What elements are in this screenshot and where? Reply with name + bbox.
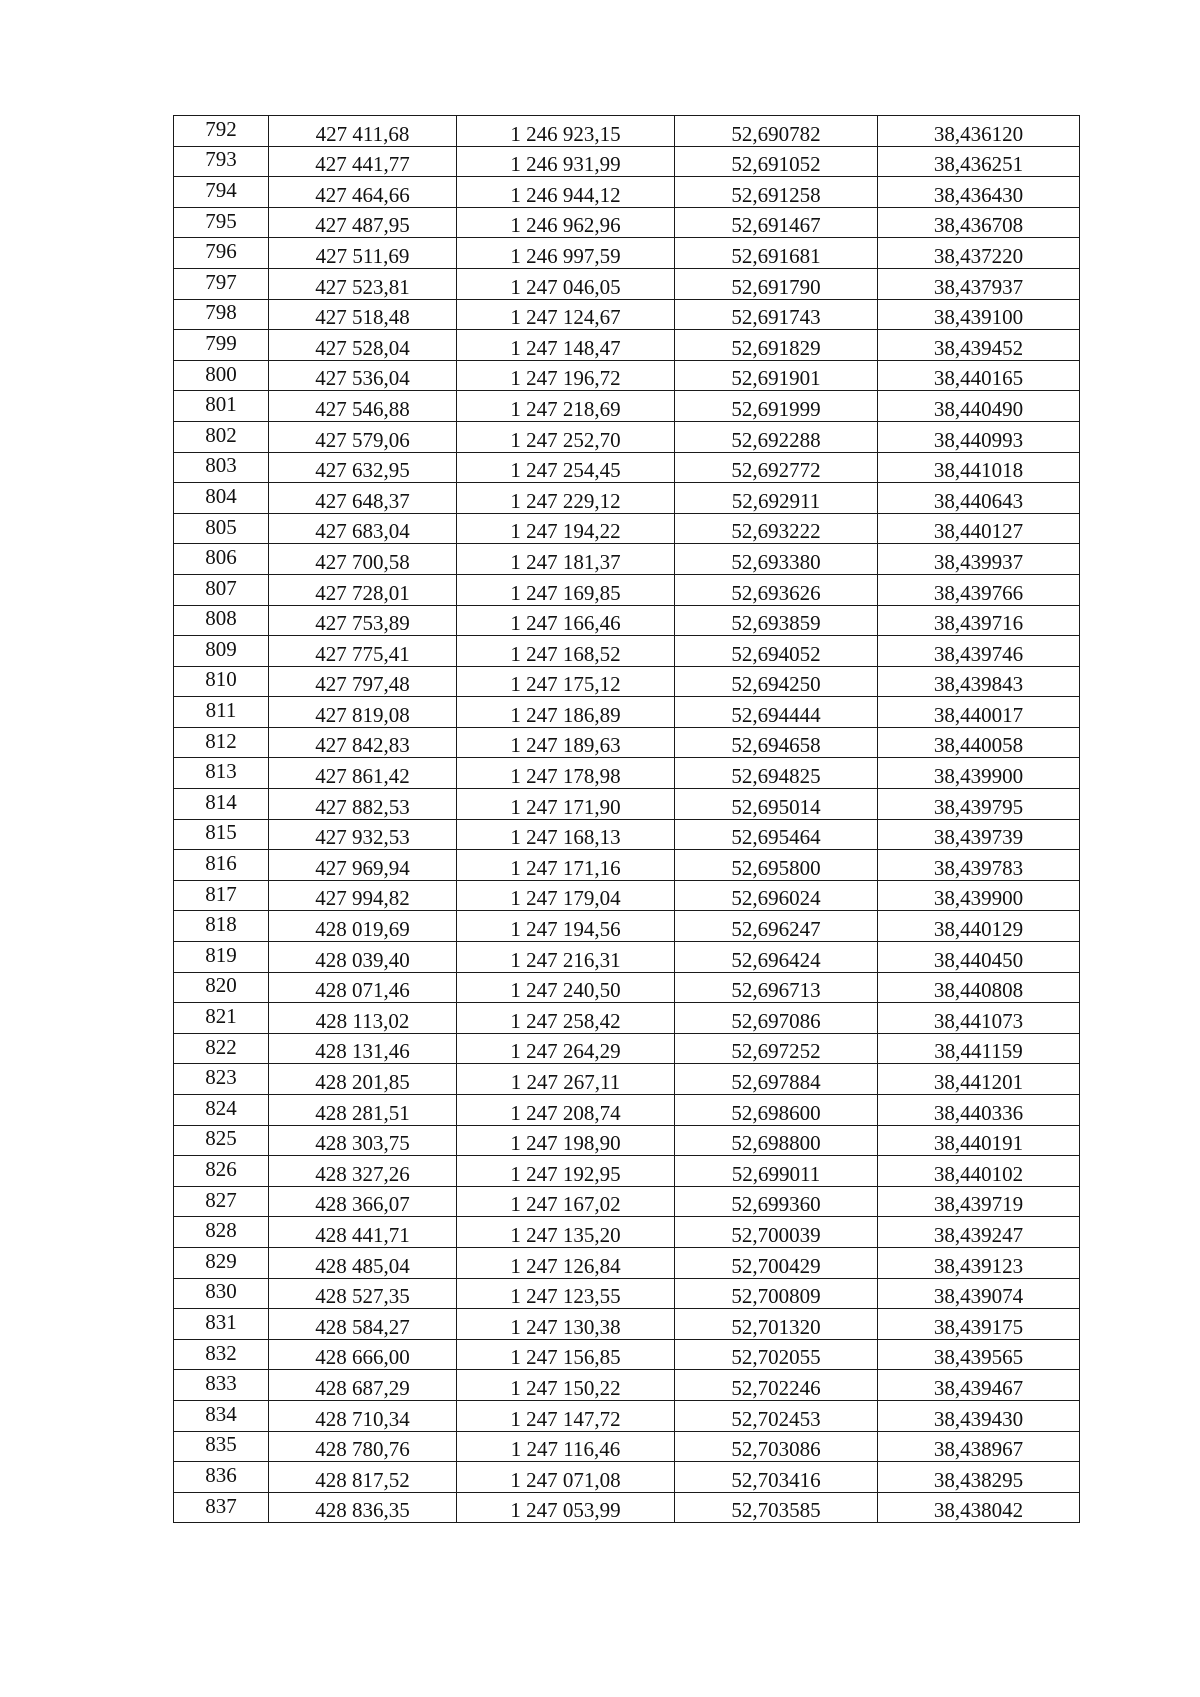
y-coordinate-cell: 1 247 171,90 [457,789,675,820]
latitude-cell: 52,693380 [675,544,878,575]
longitude-cell: 38,439100 [878,299,1080,330]
x-coordinate-cell: 428 817,52 [269,1462,457,1493]
table-row [174,880,1080,911]
longitude-cell: 38,439430 [878,1400,1080,1431]
table-row [174,1431,1080,1462]
point-number-cell: 815 [174,819,269,850]
y-coordinate-cell: 1 247 258,42 [457,1003,675,1034]
y-coordinate-cell: 1 247 194,22 [457,513,675,544]
x-coordinate-cell: 427 518,48 [269,299,457,330]
point-number-cell: 822 [174,1033,269,1064]
x-coordinate-cell: 428 131,46 [269,1033,457,1064]
latitude-cell: 52,692911 [675,483,878,514]
x-coordinate-cell: 427 648,37 [269,483,457,514]
y-coordinate-cell: 1 247 168,13 [457,819,675,850]
longitude-cell: 38,439746 [878,636,1080,667]
table-row [174,972,1080,1003]
x-coordinate-cell: 427 842,83 [269,727,457,758]
x-coordinate-cell: 428 281,51 [269,1095,457,1126]
x-coordinate-cell: 428 019,69 [269,911,457,942]
x-coordinate-cell: 427 775,41 [269,636,457,667]
x-coordinate-cell: 428 836,35 [269,1492,457,1523]
point-number-cell: 799 [174,330,269,361]
table-row [174,299,1080,330]
x-coordinate-cell: 427 797,48 [269,666,457,697]
coordinates-table-body [174,116,1080,1523]
table-row [174,1186,1080,1217]
point-number-cell: 835 [174,1431,269,1462]
point-number-cell: 830 [174,1278,269,1309]
longitude-cell: 38,440993 [878,421,1080,452]
point-number-cell: 813 [174,758,269,789]
point-number-cell: 792 [174,116,269,147]
longitude-cell: 38,440336 [878,1095,1080,1126]
table-row [174,1003,1080,1034]
table-row [174,1247,1080,1278]
x-coordinate-cell: 427 819,08 [269,697,457,728]
table-row [174,452,1080,483]
coordinates-table [173,115,1080,1523]
x-coordinate-cell: 427 753,89 [269,605,457,636]
latitude-cell: 52,691258 [675,177,878,208]
latitude-cell: 52,693626 [675,574,878,605]
x-coordinate-cell: 428 113,02 [269,1003,457,1034]
table-row [174,1370,1080,1401]
y-coordinate-cell: 1 247 189,63 [457,727,675,758]
point-number-cell: 837 [174,1492,269,1523]
y-coordinate-cell: 1 247 126,84 [457,1247,675,1278]
table-row [174,1033,1080,1064]
point-number-cell: 793 [174,146,269,177]
point-number-cell: 827 [174,1186,269,1217]
longitude-cell: 38,439937 [878,544,1080,575]
y-coordinate-cell: 1 247 198,90 [457,1125,675,1156]
point-number-cell: 802 [174,421,269,452]
longitude-cell: 38,441018 [878,452,1080,483]
table-row [174,421,1080,452]
longitude-cell: 38,440058 [878,727,1080,758]
table-row [174,1278,1080,1309]
y-coordinate-cell: 1 247 264,29 [457,1033,675,1064]
x-coordinate-cell: 427 632,95 [269,452,457,483]
point-number-cell: 795 [174,207,269,238]
point-number-cell: 828 [174,1217,269,1248]
table-row [174,605,1080,636]
table-row [174,911,1080,942]
point-number-cell: 805 [174,513,269,544]
longitude-cell: 38,436708 [878,207,1080,238]
latitude-cell: 52,690782 [675,116,878,147]
x-coordinate-cell: 428 710,34 [269,1400,457,1431]
point-number-cell: 825 [174,1125,269,1156]
y-coordinate-cell: 1 247 046,05 [457,268,675,299]
x-coordinate-cell: 427 546,88 [269,391,457,422]
longitude-cell: 38,436251 [878,146,1080,177]
x-coordinate-cell: 427 861,42 [269,758,457,789]
table-row [174,1492,1080,1523]
longitude-cell: 38,439795 [878,789,1080,820]
table-row [174,819,1080,850]
longitude-cell: 38,439739 [878,819,1080,850]
latitude-cell: 52,698800 [675,1125,878,1156]
table-row [174,636,1080,667]
latitude-cell: 52,699360 [675,1186,878,1217]
longitude-cell: 38,439900 [878,880,1080,911]
longitude-cell: 38,436120 [878,116,1080,147]
x-coordinate-cell: 428 071,46 [269,972,457,1003]
y-coordinate-cell: 1 247 166,46 [457,605,675,636]
x-coordinate-cell: 428 201,85 [269,1064,457,1095]
x-coordinate-cell: 427 932,53 [269,819,457,850]
latitude-cell: 52,692772 [675,452,878,483]
point-number-cell: 809 [174,636,269,667]
x-coordinate-cell: 428 780,76 [269,1431,457,1462]
latitude-cell: 52,694052 [675,636,878,667]
longitude-cell: 38,440127 [878,513,1080,544]
table-row [174,1462,1080,1493]
latitude-cell: 52,696024 [675,880,878,911]
x-coordinate-cell: 427 728,01 [269,574,457,605]
x-coordinate-cell: 427 487,95 [269,207,457,238]
y-coordinate-cell: 1 247 181,37 [457,544,675,575]
table-row [174,330,1080,361]
point-number-cell: 824 [174,1095,269,1126]
longitude-cell: 38,440165 [878,360,1080,391]
x-coordinate-cell: 427 441,77 [269,146,457,177]
y-coordinate-cell: 1 247 192,95 [457,1156,675,1187]
x-coordinate-cell: 427 511,69 [269,238,457,269]
longitude-cell: 38,440129 [878,911,1080,942]
longitude-cell: 38,438967 [878,1431,1080,1462]
y-coordinate-cell: 1 247 216,31 [457,942,675,973]
y-coordinate-cell: 1 247 169,85 [457,574,675,605]
x-coordinate-cell: 428 666,00 [269,1339,457,1370]
point-number-cell: 832 [174,1339,269,1370]
x-coordinate-cell: 427 523,81 [269,268,457,299]
latitude-cell: 52,702246 [675,1370,878,1401]
point-number-cell: 808 [174,605,269,636]
x-coordinate-cell: 428 327,26 [269,1156,457,1187]
y-coordinate-cell: 1 247 178,98 [457,758,675,789]
y-coordinate-cell: 1 247 175,12 [457,666,675,697]
longitude-cell: 38,439900 [878,758,1080,789]
y-coordinate-cell: 1 247 167,02 [457,1186,675,1217]
latitude-cell: 52,691829 [675,330,878,361]
x-coordinate-cell: 427 994,82 [269,880,457,911]
longitude-cell: 38,439467 [878,1370,1080,1401]
table-row [174,1156,1080,1187]
point-number-cell: 820 [174,972,269,1003]
longitude-cell: 38,440490 [878,391,1080,422]
longitude-cell: 38,437220 [878,238,1080,269]
y-coordinate-cell: 1 246 923,15 [457,116,675,147]
latitude-cell: 52,700809 [675,1278,878,1309]
table-row [174,1339,1080,1370]
table-row [174,727,1080,758]
table-row [174,238,1080,269]
point-number-cell: 796 [174,238,269,269]
table-row [174,850,1080,881]
longitude-cell: 38,439074 [878,1278,1080,1309]
latitude-cell: 52,695464 [675,819,878,850]
latitude-cell: 52,691467 [675,207,878,238]
longitude-cell: 38,438295 [878,1462,1080,1493]
y-coordinate-cell: 1 247 179,04 [457,880,675,911]
point-number-cell: 800 [174,360,269,391]
table-row [174,1125,1080,1156]
point-number-cell: 823 [174,1064,269,1095]
y-coordinate-cell: 1 247 229,12 [457,483,675,514]
table-row [174,360,1080,391]
x-coordinate-cell: 428 584,27 [269,1309,457,1340]
latitude-cell: 52,698600 [675,1095,878,1126]
y-coordinate-cell: 1 247 218,69 [457,391,675,422]
latitude-cell: 52,700429 [675,1247,878,1278]
latitude-cell: 52,692288 [675,421,878,452]
latitude-cell: 52,694658 [675,727,878,758]
longitude-cell: 38,441159 [878,1033,1080,1064]
table-row [174,116,1080,147]
y-coordinate-cell: 1 247 148,47 [457,330,675,361]
table-row [174,666,1080,697]
table-row [174,1217,1080,1248]
y-coordinate-cell: 1 247 147,72 [457,1400,675,1431]
point-number-cell: 801 [174,391,269,422]
latitude-cell: 52,696247 [675,911,878,942]
point-number-cell: 834 [174,1400,269,1431]
table-row [174,758,1080,789]
latitude-cell: 52,691901 [675,360,878,391]
table-row [174,942,1080,973]
y-coordinate-cell: 1 247 124,67 [457,299,675,330]
latitude-cell: 52,697086 [675,1003,878,1034]
longitude-cell: 38,439719 [878,1186,1080,1217]
longitude-cell: 38,436430 [878,177,1080,208]
longitude-cell: 38,439175 [878,1309,1080,1340]
latitude-cell: 52,703585 [675,1492,878,1523]
x-coordinate-cell: 427 683,04 [269,513,457,544]
y-coordinate-cell: 1 247 252,70 [457,421,675,452]
longitude-cell: 38,438042 [878,1492,1080,1523]
x-coordinate-cell: 428 485,04 [269,1247,457,1278]
y-coordinate-cell: 1 247 135,20 [457,1217,675,1248]
y-coordinate-cell: 1 247 130,38 [457,1309,675,1340]
latitude-cell: 52,695800 [675,850,878,881]
y-coordinate-cell: 1 247 053,99 [457,1492,675,1523]
y-coordinate-cell: 1 247 116,46 [457,1431,675,1462]
longitude-cell: 38,439843 [878,666,1080,697]
y-coordinate-cell: 1 247 171,16 [457,850,675,881]
latitude-cell: 52,691790 [675,268,878,299]
longitude-cell: 38,441073 [878,1003,1080,1034]
latitude-cell: 52,697884 [675,1064,878,1095]
y-coordinate-cell: 1 247 208,74 [457,1095,675,1126]
x-coordinate-cell: 428 687,29 [269,1370,457,1401]
x-coordinate-cell: 427 536,04 [269,360,457,391]
latitude-cell: 52,691999 [675,391,878,422]
point-number-cell: 814 [174,789,269,820]
y-coordinate-cell: 1 246 931,99 [457,146,675,177]
y-coordinate-cell: 1 246 944,12 [457,177,675,208]
y-coordinate-cell: 1 247 196,72 [457,360,675,391]
table-row [174,513,1080,544]
table-row [174,1400,1080,1431]
point-number-cell: 812 [174,727,269,758]
point-number-cell: 798 [174,299,269,330]
latitude-cell: 52,700039 [675,1217,878,1248]
y-coordinate-cell: 1 247 254,45 [457,452,675,483]
y-coordinate-cell: 1 247 150,22 [457,1370,675,1401]
longitude-cell: 38,440808 [878,972,1080,1003]
longitude-cell: 38,440450 [878,942,1080,973]
latitude-cell: 52,699011 [675,1156,878,1187]
table-row [174,574,1080,605]
x-coordinate-cell: 428 527,35 [269,1278,457,1309]
point-number-cell: 833 [174,1370,269,1401]
x-coordinate-cell: 428 366,07 [269,1186,457,1217]
y-coordinate-cell: 1 247 240,50 [457,972,675,1003]
point-number-cell: 794 [174,177,269,208]
point-number-cell: 804 [174,483,269,514]
table-row [174,1064,1080,1095]
point-number-cell: 807 [174,574,269,605]
longitude-cell: 38,440017 [878,697,1080,728]
table-row [174,789,1080,820]
y-coordinate-cell: 1 246 997,59 [457,238,675,269]
table-row [174,544,1080,575]
longitude-cell: 38,439123 [878,1247,1080,1278]
point-number-cell: 803 [174,452,269,483]
point-number-cell: 819 [174,942,269,973]
table-row [174,207,1080,238]
point-number-cell: 829 [174,1247,269,1278]
table-row [174,1095,1080,1126]
point-number-cell: 797 [174,268,269,299]
point-number-cell: 806 [174,544,269,575]
point-number-cell: 818 [174,911,269,942]
latitude-cell: 52,697252 [675,1033,878,1064]
latitude-cell: 52,691681 [675,238,878,269]
table-row [174,697,1080,728]
longitude-cell: 38,440102 [878,1156,1080,1187]
longitude-cell: 38,440643 [878,483,1080,514]
point-number-cell: 821 [174,1003,269,1034]
longitude-cell: 38,439452 [878,330,1080,361]
longitude-cell: 38,439716 [878,605,1080,636]
longitude-cell: 38,439247 [878,1217,1080,1248]
x-coordinate-cell: 427 579,06 [269,421,457,452]
y-coordinate-cell: 1 246 962,96 [457,207,675,238]
point-number-cell: 817 [174,880,269,911]
longitude-cell: 38,439565 [878,1339,1080,1370]
latitude-cell: 52,703086 [675,1431,878,1462]
y-coordinate-cell: 1 247 194,56 [457,911,675,942]
y-coordinate-cell: 1 247 156,85 [457,1339,675,1370]
point-number-cell: 810 [174,666,269,697]
y-coordinate-cell: 1 247 186,89 [457,697,675,728]
longitude-cell: 38,437937 [878,268,1080,299]
x-coordinate-cell: 427 528,04 [269,330,457,361]
latitude-cell: 52,694250 [675,666,878,697]
table-row [174,146,1080,177]
latitude-cell: 52,691052 [675,146,878,177]
point-number-cell: 831 [174,1309,269,1340]
latitude-cell: 52,702453 [675,1400,878,1431]
point-number-cell: 836 [174,1462,269,1493]
x-coordinate-cell: 427 882,53 [269,789,457,820]
point-number-cell: 811 [174,697,269,728]
y-coordinate-cell: 1 247 123,55 [457,1278,675,1309]
latitude-cell: 52,696713 [675,972,878,1003]
latitude-cell: 52,702055 [675,1339,878,1370]
y-coordinate-cell: 1 247 168,52 [457,636,675,667]
y-coordinate-cell: 1 247 267,11 [457,1064,675,1095]
x-coordinate-cell: 427 700,58 [269,544,457,575]
latitude-cell: 52,703416 [675,1462,878,1493]
latitude-cell: 52,693859 [675,605,878,636]
latitude-cell: 52,701320 [675,1309,878,1340]
longitude-cell: 38,441201 [878,1064,1080,1095]
table-row [174,391,1080,422]
latitude-cell: 52,695014 [675,789,878,820]
x-coordinate-cell: 427 464,66 [269,177,457,208]
latitude-cell: 52,694825 [675,758,878,789]
x-coordinate-cell: 428 039,40 [269,942,457,973]
latitude-cell: 52,694444 [675,697,878,728]
table-row [174,1309,1080,1340]
x-coordinate-cell: 428 303,75 [269,1125,457,1156]
table-row [174,177,1080,208]
y-coordinate-cell: 1 247 071,08 [457,1462,675,1493]
table-row [174,483,1080,514]
longitude-cell: 38,439766 [878,574,1080,605]
x-coordinate-cell: 427 411,68 [269,116,457,147]
latitude-cell: 52,696424 [675,942,878,973]
point-number-cell: 816 [174,850,269,881]
x-coordinate-cell: 428 441,71 [269,1217,457,1248]
x-coordinate-cell: 427 969,94 [269,850,457,881]
latitude-cell: 52,691743 [675,299,878,330]
latitude-cell: 52,693222 [675,513,878,544]
table-row [174,268,1080,299]
longitude-cell: 38,439783 [878,850,1080,881]
longitude-cell: 38,440191 [878,1125,1080,1156]
point-number-cell: 826 [174,1156,269,1187]
